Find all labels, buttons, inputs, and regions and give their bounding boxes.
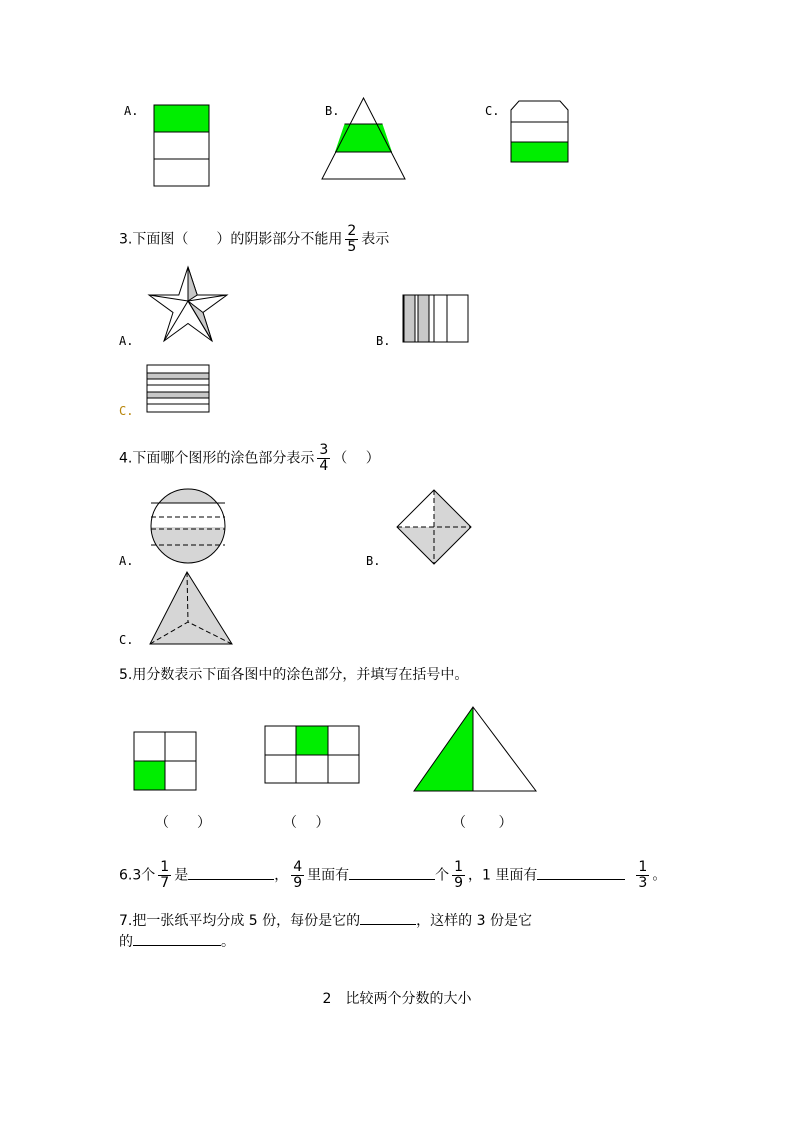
shaded-strip-1 [404,295,415,342]
fraction-2-5: $\frac{2}{5}$ [347,223,357,255]
option-b-label: B. [325,104,340,118]
question-6: 6.3个 $\frac{1}{7}$ 是 ， $\frac{4}{9}$ 里面有 个 $\frac{1}{9}$ ，1 里面有 $\frac{1}{3}$ 。 [119,859,667,891]
option-c-label: C. [485,104,500,118]
grid-2x2-figure [132,730,198,794]
answer-blank-3[interactable] [537,865,625,880]
fraction-3-4: $\frac{3}{4}$ [319,442,329,474]
shaded-tip-top [188,267,197,301]
star-figure [146,265,230,345]
question-7-line-2: 的 。 [119,931,235,952]
q3-option-c-label: C. [119,404,134,418]
shaded-cell [296,726,328,755]
answer-blank-5[interactable] [133,931,221,946]
answer-blank-1[interactable] [188,865,274,880]
fraction-1-9: $\frac{1}{9}$ [454,859,464,891]
q3-option-a-label: A. [119,334,134,348]
cut-corner-figure-c [508,99,572,165]
fraction-4-9: $\frac{4}{9}$ [293,859,303,891]
question-3 [119,224,389,255]
answer-paren-1[interactable]: （ ） [155,815,211,831]
q4-option-c-label: C. [119,633,134,647]
triangle-figure [147,570,235,648]
answer-paren-2[interactable]: （ ） [283,815,330,831]
question-3-text: 3.下面图（ ）的阴影部分不能用 [119,231,343,248]
answer-paren-3[interactable]: （ ） [452,815,513,831]
q3-option-b-label: B. [376,334,391,348]
shaded-part [154,105,209,132]
q4-option-b-label: B. [366,554,381,568]
question-3-suffix: 表示 [361,231,390,248]
striped-rectangle-figure [402,293,470,345]
question-4-suffix: （ ） [333,450,380,467]
fraction-1-7: $\frac{1}{7}$ [160,859,170,891]
option-a-label: A. [124,104,139,118]
grid-2x3-figure [263,724,361,786]
triangle-figure-b [318,96,408,182]
question-5-text: 5.用分数表示下面各图中的涂色部分，并填写在括号中。 [119,667,469,683]
question-4 [119,443,380,474]
shaded-strip-2 [418,295,429,342]
horizontal-stripe-figure [145,363,213,415]
diamond-figure [394,487,474,567]
fraction-1-3: $\frac{1}{3}$ [638,859,648,891]
section-heading: 2 比较两个分数的大小 [322,991,472,1007]
answer-blank-4[interactable] [360,910,416,925]
question-4-text: 4.下面哪个图形的涂色部分表示 [119,450,315,467]
rectangle-figure-a [150,103,214,189]
shaded-cell [134,761,165,790]
question-7-line-1: 7.把一张纸平均分成 5 份，每份是它的 ，这样的 3 份是它 [119,910,532,931]
answer-blank-2[interactable] [349,865,435,880]
shaded-part [512,143,568,162]
split-triangle-figure [410,704,540,796]
circle-figure [147,485,229,567]
q4-option-a-label: A. [119,554,134,568]
